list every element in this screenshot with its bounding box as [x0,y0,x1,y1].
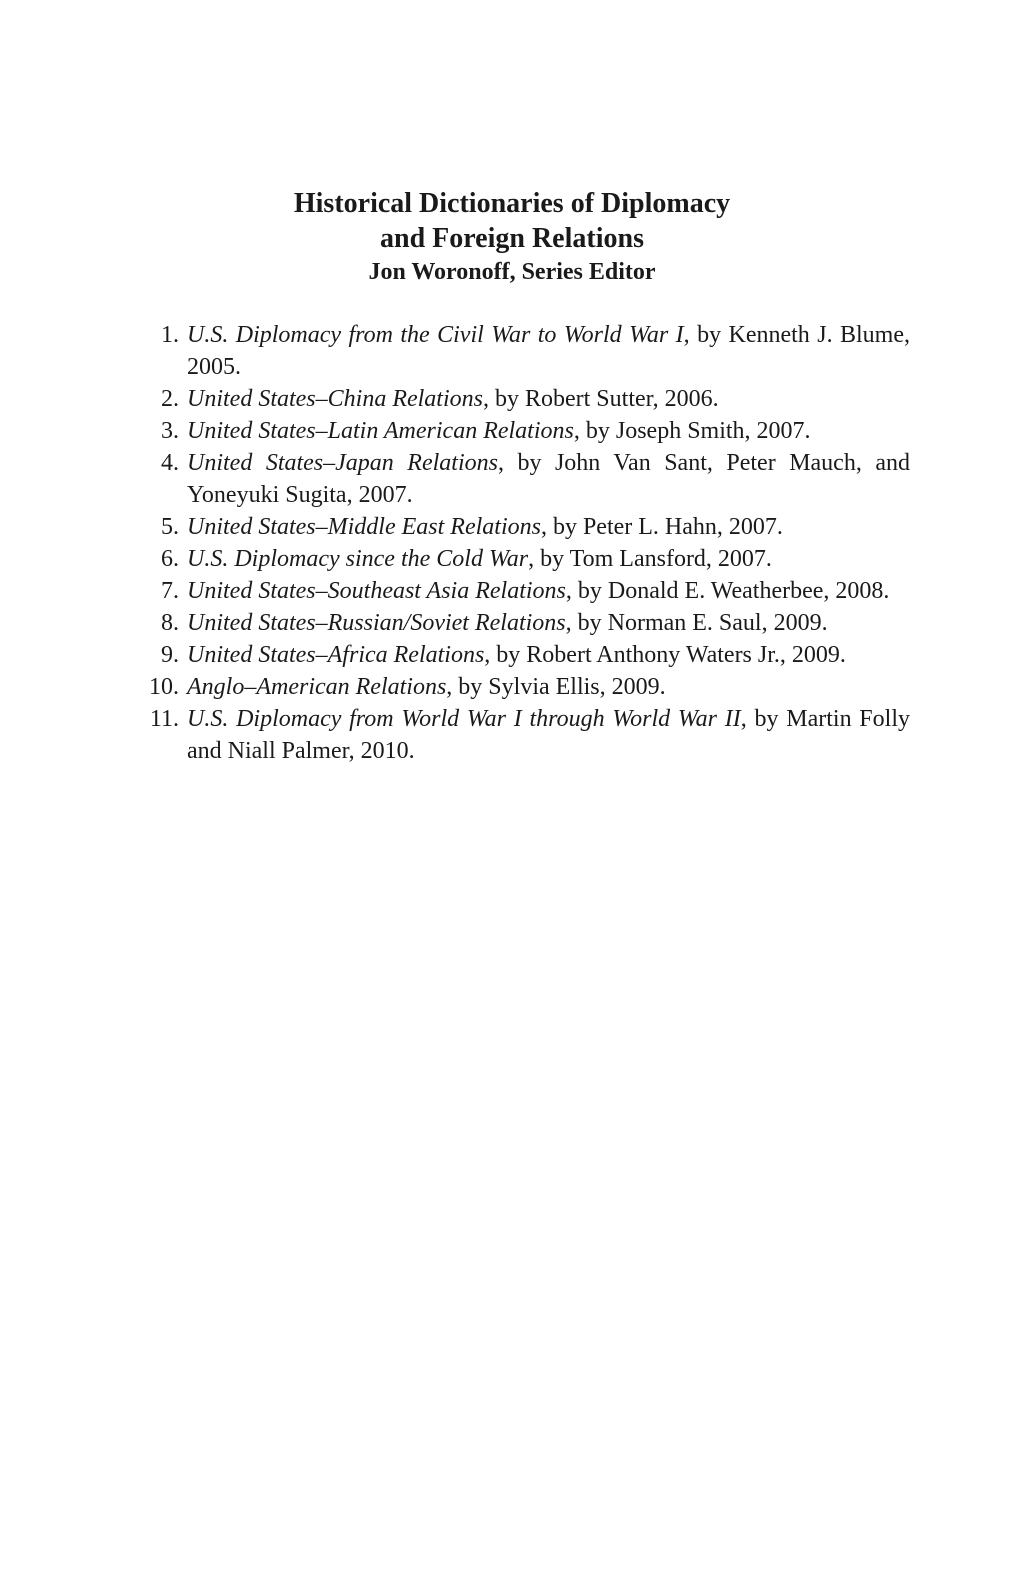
book-item [135,575,910,607]
book-item [135,383,910,415]
book-entry [187,415,910,447]
book-details: , by John Van Sant, Peter Mauch, and Yoneyuki Sugita, 2007. [187,450,910,508]
book-number: 6. [161,546,179,572]
book-details: , by Robert Anthony Waters Jr., 2009. [484,642,846,668]
book-details: , by Sylvia Ellis, 2009. [446,674,666,700]
book-item [135,447,910,511]
series-editor: Jon Woronoff, Series Editor [368,259,656,285]
book-number: 8. [161,610,179,636]
book-number: 2. [161,386,179,412]
book-entry [187,447,910,511]
book-number: 1. [161,322,179,348]
book-details: , by Norman E. Saul, 2009. [565,610,828,636]
book-number: 7. [161,578,179,604]
book-title: United States–Africa Relations [187,642,485,668]
book-number: 3. [161,418,179,444]
book-item [135,415,910,447]
book-details: , by Joseph Smith, 2007. [573,418,811,444]
book-item [135,511,910,543]
book-entry [187,543,910,575]
series-title-line-2: and Foreign Relations [380,223,644,254]
book-title: United States–Latin American Relations [187,418,574,444]
book-item [135,319,910,383]
book-entry [187,511,910,543]
book-entry [187,319,910,383]
book-title: Anglo–American Relations [187,674,447,700]
book-entry [187,703,910,767]
book-number: 11. [149,706,179,732]
book-details: , by Kenneth J. Blume, 2005. [187,322,910,380]
book-entry [187,671,910,703]
book-number: 10. [149,674,179,700]
book-details: , by Martin Folly and Niall Palmer, 2010. [187,706,910,764]
book-number: 5. [161,514,179,540]
book-title: U.S. Diplomacy from the Civil War to World War I [187,322,684,348]
book-details: , by Robert Sutter, 2006. [482,386,719,412]
book-number: 9. [161,642,179,668]
series-title-line-1: Historical Dictionaries of Diplomacy [293,188,731,219]
book-list [135,319,910,767]
book-entry [187,575,910,607]
book-title: U.S. Diplomacy since the Cold War [187,546,529,572]
book-title: U.S. Diplomacy from World War I through World War II [187,706,741,732]
book-item [135,607,910,639]
book-title: United States–Middle East Relations [187,514,541,540]
book-details: , by Peter L. Hahn, 2007. [540,514,783,540]
book-title: United States–Japan Relations [187,450,498,476]
book-title: United States–Southeast Asia Relations [187,578,566,604]
book-details: , by Tom Lansford, 2007. [528,546,772,572]
book-title: United States–Russian/Soviet Relations [187,610,566,636]
book-entry [187,383,910,415]
book-item [135,639,910,671]
book-entry [187,639,910,671]
book-item [135,543,910,575]
series-header [0,186,1024,288]
book-item [135,671,910,703]
book-title: United States–China Relations [187,386,483,412]
book-item [135,703,910,767]
book-details: , by Donald E. Weatherbee, 2008. [565,578,890,604]
book-entry [187,607,910,639]
book-number: 4. [161,450,179,476]
